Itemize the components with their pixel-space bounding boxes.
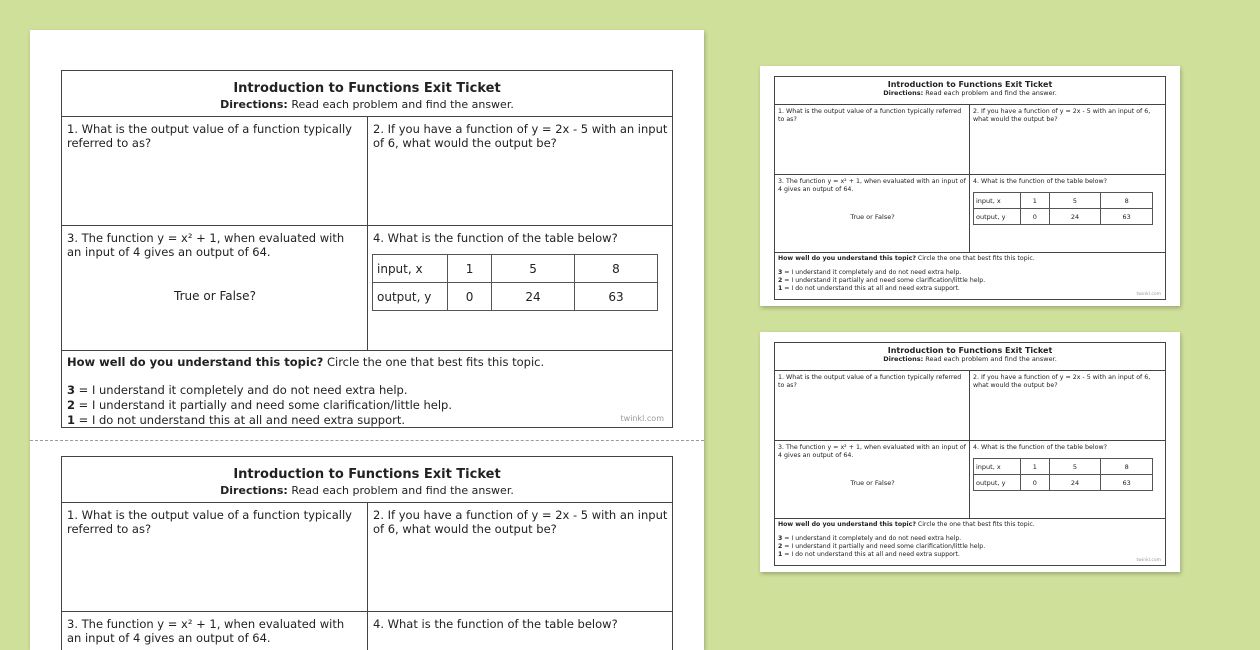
table-row-output [974, 475, 1153, 491]
brand-watermark: twinkl.com [1136, 292, 1161, 297]
question-1: 1. What is the output value of a function typically referred to as? [775, 105, 970, 174]
input-label: input, x [974, 459, 1021, 475]
exit-ticket-2 [61, 456, 673, 650]
ticket-title: Introduction to Functions Exit Ticket [887, 80, 1053, 89]
ticket-header [62, 71, 672, 117]
question-1: 1. What is the output value of a function typically referred to as? [62, 117, 368, 225]
output-label: output, y [974, 209, 1021, 225]
worksheet-preview-top [760, 66, 1180, 306]
table-row-input [974, 193, 1153, 209]
worksheet-preview-bottom [760, 332, 1180, 572]
table-cell: 24 [1049, 209, 1101, 225]
table-cell: 63 [575, 283, 658, 311]
question-2: 2. If you have a function of y = 2x - 5 with an input of 6, what would the output be? [373, 122, 668, 150]
table-cell: 24 [492, 283, 575, 311]
level-1: 1 = I do not understand this at all and need extra support. [67, 413, 406, 427]
question-4: 4. What is the function of the table below? [973, 178, 1107, 185]
level-3: 3 = I understand it completely and do not need extra help. [778, 269, 962, 276]
table-cell: 1 [1021, 193, 1050, 209]
table-cell: 0 [1021, 209, 1050, 225]
understanding-question: How well do you understand this topic? Circle the one that best fits this topic. [778, 521, 1035, 528]
input-label: input, x [974, 193, 1021, 209]
table-cell: 24 [1049, 475, 1101, 491]
question-3: 3. The function y = x² + 1, when evaluated with an input of 4 gives an output of 64. [775, 441, 970, 518]
output-label: output, y [974, 475, 1021, 491]
table-row-input [974, 459, 1153, 475]
level-1: 1 = I do not understand this at all and need extra support. [778, 285, 960, 292]
table-cell: 5 [492, 255, 575, 283]
function-table [372, 254, 658, 311]
ticket-header [775, 343, 1165, 371]
table-cell: 8 [575, 255, 658, 283]
question-4: 4. What is the function of the table below? [973, 444, 1107, 451]
question-3: 3. The function y = x² + 1, when evaluated with an input of 4 gives an output of 64. [62, 612, 368, 650]
brand-watermark: twinkl.com [1136, 558, 1161, 563]
question-1: 1. What is the output value of a function typically referred to as? [775, 371, 970, 440]
true-false-prompt: True or False? [850, 479, 895, 487]
table-cell: 0 [448, 283, 492, 311]
exit-ticket-1 [61, 70, 673, 428]
function-table [973, 192, 1153, 225]
table-cell: 1 [1021, 459, 1050, 475]
table-cell: 1 [448, 255, 492, 283]
cut-line [30, 440, 704, 441]
understanding-question: How well do you understand this topic? Circle the one that best fits this topic. [778, 255, 1035, 262]
table-row-output [373, 283, 658, 311]
table-cell: 63 [1101, 475, 1153, 491]
question-3: 3. The function y = x² + 1, when evaluated with an input of 4 gives an output of 64. [775, 175, 970, 252]
ticket-directions: Directions: Read each problem and find the answer. [883, 355, 1057, 363]
worksheet-page-large [30, 30, 704, 650]
ticket-title: Introduction to Functions Exit Ticket [233, 467, 501, 482]
level-3: 3 = I understand it completely and do not need extra help. [67, 383, 408, 397]
function-table [973, 458, 1153, 491]
understanding-section [67, 355, 667, 428]
understanding-section [778, 521, 1163, 559]
table-cell: 8 [1101, 459, 1153, 475]
table-cell: 5 [1049, 193, 1101, 209]
level-2: 2 = I understand it partially and need some clarification/little help. [67, 398, 453, 412]
level-2: 2 = I understand it partially and need some clarification/little help. [778, 543, 986, 550]
table-row-input [373, 255, 658, 283]
table-row-output [974, 209, 1153, 225]
input-label: input, x [373, 255, 448, 283]
table-cell: 63 [1101, 209, 1153, 225]
question-2: 2. If you have a function of y = 2x - 5 with an input of 6, what would the output be? [373, 508, 668, 536]
brand-watermark: twinkl.com [620, 414, 664, 423]
table-cell: 8 [1101, 193, 1153, 209]
exit-ticket-preview [774, 342, 1166, 566]
question-1: 1. What is the output value of a function typically referred to as? [62, 503, 368, 611]
question-4: 4. What is the function of the table below? [373, 617, 618, 631]
level-1: 1 = I do not understand this at all and need extra support. [778, 551, 960, 558]
table-cell: 5 [1049, 459, 1101, 475]
ticket-directions: Directions: Read each problem and find the answer. [220, 484, 514, 497]
ticket-directions: Directions: Read each problem and find the answer. [883, 89, 1057, 97]
question-2: 2. If you have a function of y = 2x - 5 with an input of 6, what would the output be? [973, 374, 1151, 389]
ticket-title: Introduction to Functions Exit Ticket [233, 81, 501, 96]
level-2: 2 = I understand it partially and need some clarification/little help. [778, 277, 986, 284]
understanding-section [778, 255, 1163, 293]
exit-ticket-preview [774, 76, 1166, 300]
understanding-question: How well do you understand this topic? Circle the one that best fits this topic. [67, 355, 545, 369]
table-cell: 0 [1021, 475, 1050, 491]
output-label: output, y [373, 283, 448, 311]
question-2: 2. If you have a function of y = 2x - 5 with an input of 6, what would the output be? [973, 108, 1151, 123]
true-false-prompt: True or False? [850, 213, 895, 221]
ticket-header [62, 457, 672, 503]
true-false-prompt: True or False? [174, 289, 256, 303]
ticket-title: Introduction to Functions Exit Ticket [887, 346, 1053, 355]
ticket-directions: Directions: Read each problem and find the answer. [220, 98, 514, 111]
question-4: 4. What is the function of the table below? [373, 231, 618, 245]
level-3: 3 = I understand it completely and do not need extra help. [778, 535, 962, 542]
ticket-header [775, 77, 1165, 105]
question-3: 3. The function y = x² + 1, when evaluated with an input of 4 gives an output of 64. [62, 226, 368, 350]
